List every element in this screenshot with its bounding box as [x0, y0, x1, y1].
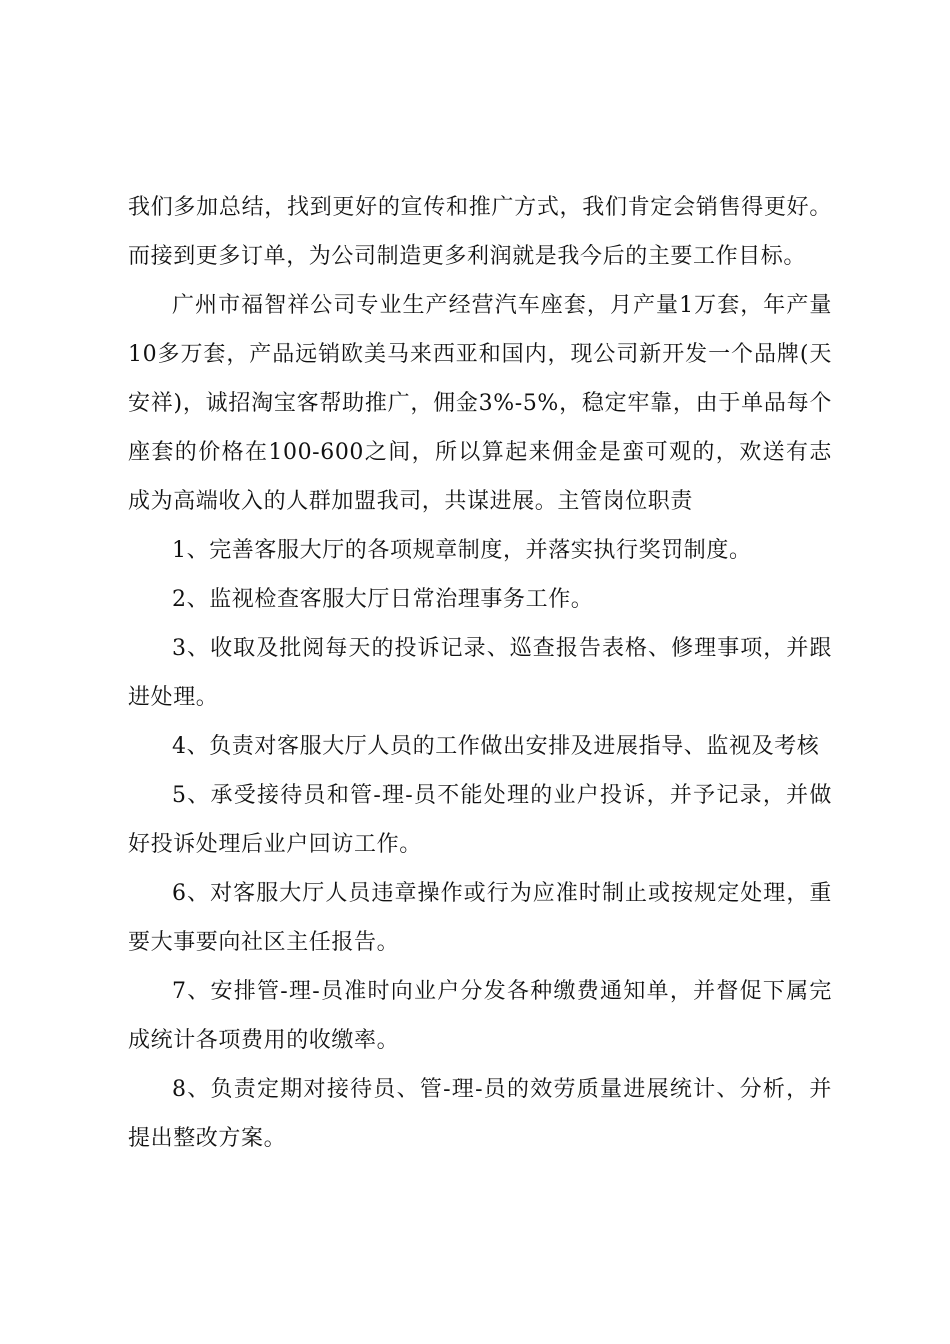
duty-item-3: 3、收取及批阅每天的投诉记录、巡查报告表格、修理事项，并跟进处理。 — [128, 636, 832, 710]
paragraph-company-recruitment: 广州市福智祥公司专业生产经营汽车座套，月产量1万套，年产量10多万套，产品远销欧美马来西亚和国内，现公司新开发一个品牌(天安祥)，诚招淘宝客帮助推广，佣金3%-5%，稳定牢靠，由于单品每个座套的价格在100-600之间，所以算起来佣金是蛮可观的，欢送有志成为高端收入的人群加盟我司，共谋进展。主管岗位职责 — [128, 293, 832, 514]
duty-item-5: 5、承受接待员和管-理-员不能处理的业户投诉，并予记录，并做好投诉处理后业户回访工作。 — [128, 783, 832, 857]
duty-item-6: 6、对客服大厅人员违章操作或行为应准时制止或按规定处理，重要大事要向社区主任报告。 — [128, 881, 832, 955]
document-body — [128, 183, 832, 1163]
duty-item-7: 7、安排管-理-员准时向业户分发各种缴费通知单，并督促下属完成统计各项费用的收缴率。 — [128, 979, 832, 1053]
paragraph-intro-continuation: 我们多加总结，找到更好的宣传和推广方式，我们肯定会销售得更好。而接到更多订单，为公司制造更多利润就是我今后的主要工作目标。 — [128, 195, 832, 269]
duty-item-1: 1、完善客服大厅的各项规章制度，并落实执行奖罚制度。 — [172, 538, 752, 563]
duty-item-4: 4、负责对客服大厅人员的工作做出安排及进展指导、监视及考核 — [172, 734, 820, 759]
duty-item-2: 2、监视检查客服大厅日常治理事务工作。 — [172, 587, 594, 612]
duty-item-8: 8、负责定期对接待员、管-理-员的效劳质量进展统计、分析，并提出整改方案。 — [128, 1077, 832, 1151]
